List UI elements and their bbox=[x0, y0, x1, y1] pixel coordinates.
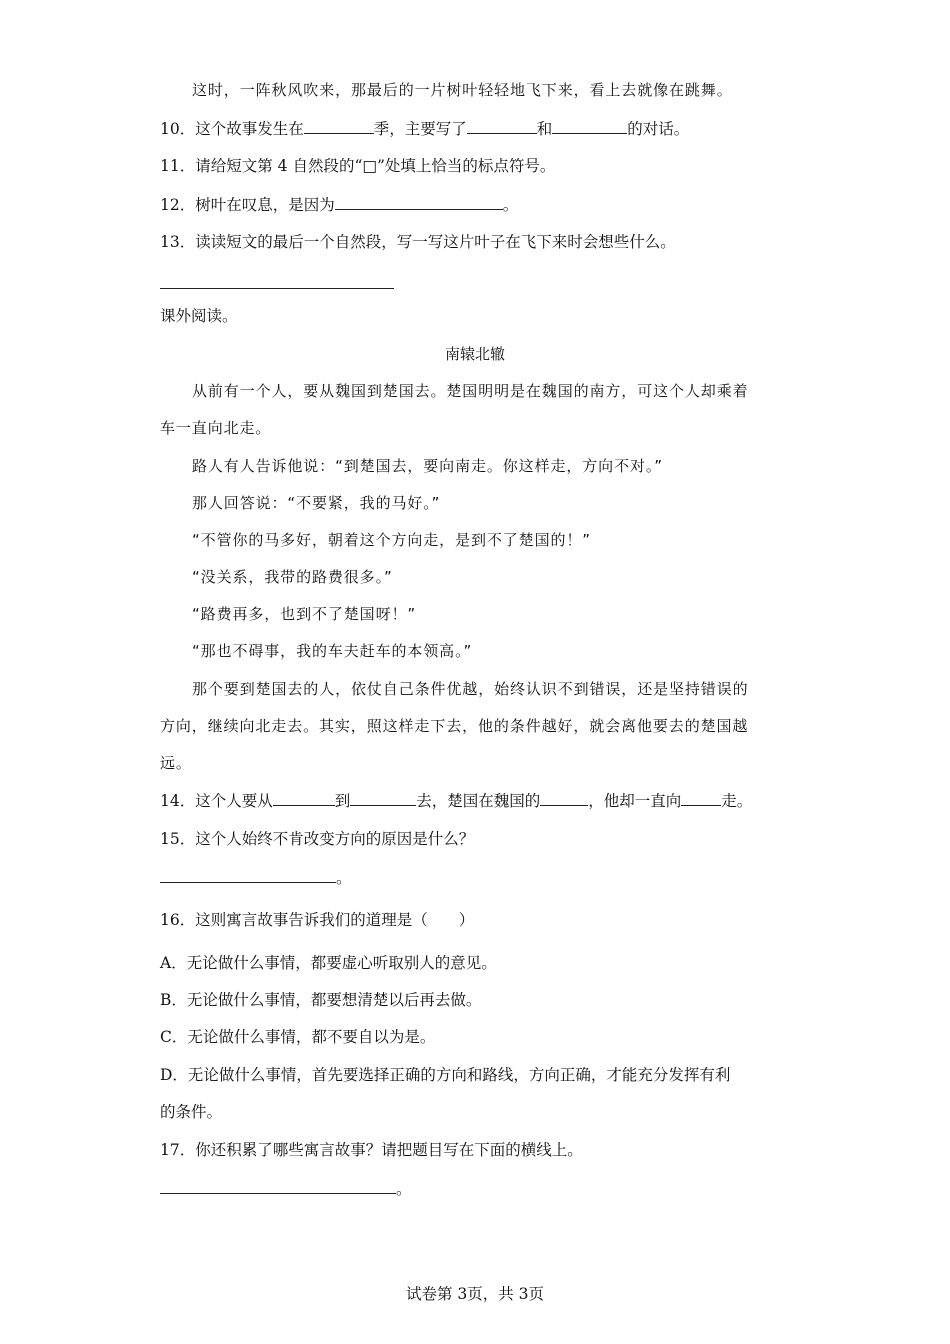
question-12 bbox=[160, 194, 518, 215]
q12-text-a: 12．树叶在叹息，是因为 bbox=[160, 196, 335, 214]
q14-blank-2[interactable] bbox=[350, 790, 416, 806]
q10-blank-3[interactable] bbox=[552, 118, 627, 134]
q14-blank-1[interactable] bbox=[273, 790, 335, 806]
story-paragraph-6: “路费再多，也到不了楚国呀！” bbox=[192, 605, 417, 623]
q16-option-d-line1[interactable]: D．无论做什么事情，首先要选择正确的方向和路线，方向正确，才能充分发挥有利 bbox=[160, 1066, 731, 1084]
page-footer: 试卷第 3页，共 3页 bbox=[405, 1285, 545, 1303]
q14-text-b: 到 bbox=[334, 792, 351, 810]
question-11: 11．请给短文第 4 自然段的“□”处填上恰当的标点符号。 bbox=[160, 157, 556, 175]
question-17: 17．你还积累了哪些寓言故事？请把题目写在下面的横线上。 bbox=[160, 1141, 583, 1159]
q10-text-d: 的对话。 bbox=[627, 120, 690, 138]
q16-option-c[interactable]: C．无论做什么事情，都不要自以为是。 bbox=[160, 1028, 436, 1046]
q14-blank-4[interactable] bbox=[681, 790, 721, 806]
q10-text-a: 10．这个故事发生在 bbox=[160, 120, 304, 138]
q14-blank-3[interactable] bbox=[540, 790, 588, 806]
story-paragraph-1a: 从前有一个人，要从魏国到楚国去。楚国明明是在魏国的南方，可这个人却乘着 bbox=[192, 382, 749, 400]
question-14 bbox=[160, 790, 752, 811]
q10-text-b: 季，主要写了 bbox=[373, 120, 467, 138]
story-paragraph-8b: 方向，继续向北走去。其实，照这样走下去，他的条件越好，就会离他要去的楚国越 bbox=[160, 717, 749, 735]
q15-end: 。 bbox=[336, 869, 352, 887]
story-paragraph-4: “不管你的马多好，朝着这个方向走，是到不了楚国的！” bbox=[192, 531, 591, 549]
q14-text-e: 走。 bbox=[721, 792, 753, 810]
story-paragraph-8c: 远。 bbox=[160, 754, 192, 772]
q16-option-a[interactable]: A．无论做什么事情，都要虚心听取别人的意见。 bbox=[160, 954, 497, 972]
question-16-stem: 16．这则寓言故事告诉我们的道理是（ ） bbox=[160, 911, 475, 929]
question-15: 15．这个人始终不肯改变方向的原因是什么？ bbox=[160, 830, 475, 848]
q14-text-c: 去，楚国在魏国的 bbox=[416, 792, 541, 810]
q17-end: 。 bbox=[396, 1180, 412, 1198]
q10-text-c: 和 bbox=[536, 120, 553, 138]
q17-answer bbox=[160, 1178, 412, 1199]
q12-blank[interactable] bbox=[335, 194, 503, 210]
story-paragraph-1b: 车一直向北走。 bbox=[160, 419, 272, 437]
q14-text-d: ，他却一直向 bbox=[588, 792, 682, 810]
passage-last-paragraph: 这时，一阵秋风吹来，那最后的一片树叶轻轻地飞下来，看上去就像在跳舞。 bbox=[192, 81, 733, 99]
question-13: 13．读读短文的最后一个自然段，写一写这片叶子在飞下来时会想些什么。 bbox=[160, 233, 676, 251]
q10-blank-1[interactable] bbox=[304, 118, 374, 134]
story-paragraph-2: 路人有人告诉他说：“到楚国去，要向南走。你这样走，方向不对。” bbox=[192, 457, 663, 475]
story-paragraph-5: “没关系，我带的路费很多。” bbox=[192, 568, 393, 586]
story-paragraph-7: “那也不碍事，我的车夫赶车的本领高。” bbox=[192, 642, 473, 660]
q13-answer-line[interactable] bbox=[160, 288, 394, 289]
q17-blank[interactable] bbox=[160, 1178, 396, 1194]
q14-text-a: 14．这个人要从 bbox=[160, 792, 273, 810]
story-paragraph-8a: 那个要到楚国去的人，依仗自己条件优越，始终认识不到错误，还是坚持错误的 bbox=[192, 680, 749, 698]
section-heading: 课外阅读。 bbox=[160, 307, 238, 325]
q15-blank[interactable] bbox=[160, 867, 336, 883]
q16-option-d-line2: 的条件。 bbox=[160, 1103, 223, 1121]
q16-option-b[interactable]: B．无论做什么事情，都要想清楚以后再去做。 bbox=[160, 991, 482, 1009]
q12-text-b: 。 bbox=[502, 196, 519, 214]
story-paragraph-3: 那人回答说：“不要紧，我的马好。” bbox=[192, 494, 441, 512]
q10-blank-2[interactable] bbox=[467, 118, 537, 134]
q15-answer bbox=[160, 867, 352, 888]
story-title: 南辕北辙 bbox=[444, 345, 505, 363]
question-10 bbox=[160, 118, 689, 139]
